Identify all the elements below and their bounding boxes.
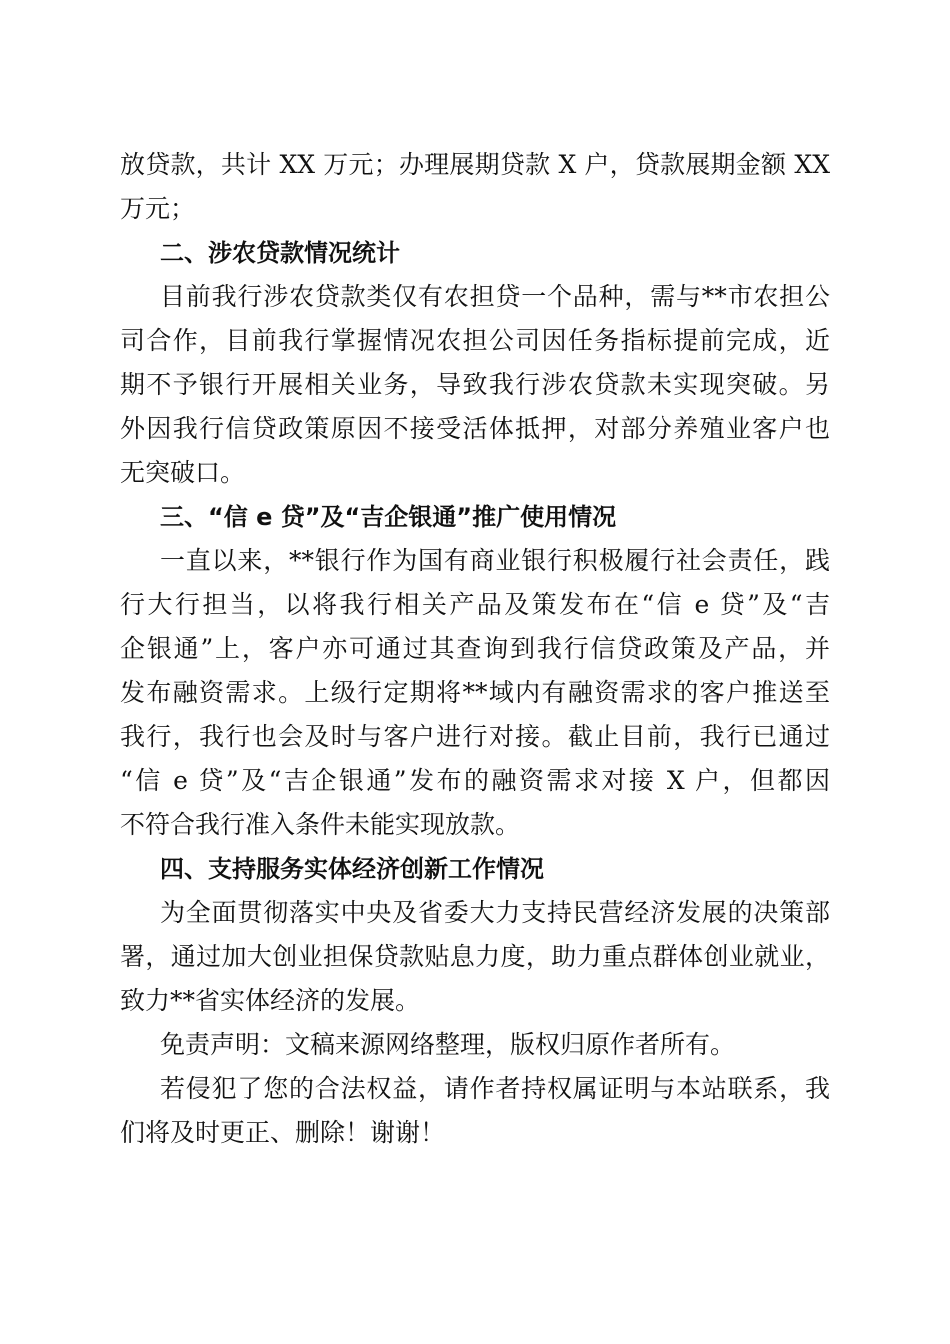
section-real-economy — [120, 847, 830, 1023]
paragraph-line: 无突破口。 — [120, 458, 246, 487]
section-agri-loans — [120, 231, 830, 495]
paragraph-line: 不符合我行准入条件未能实现放款。 — [120, 810, 521, 839]
section-heading: 二、涉农贷款情况统计 — [160, 239, 400, 267]
paragraph-line: 万元； — [120, 194, 196, 223]
paragraph-line: 我行，我行也会及时与客户进行对接。截止目前，我行已通过 — [120, 722, 830, 751]
paragraph-line: 外因我行信贷政策原因不接受活体抵押，对部分养殖业客户也 — [120, 414, 830, 443]
paragraph-line: 放贷款，共计 XX 万元；办理展期贷款 X 户，贷款展期金额 XX — [120, 150, 830, 179]
intro-paragraph — [120, 143, 830, 231]
disclaimer-line: 若侵犯了您的合法权益，请作者持权属证明与本站联系，我 — [160, 1074, 830, 1103]
disclaimer-line: 们将及时更正、删除！谢谢！ — [120, 1118, 446, 1147]
section-heading: 四、支持服务实体经济创新工作情况 — [160, 855, 544, 883]
paragraph-line: 期不予银行开展相关业务，导致我行涉农贷款未实现突破。另 — [120, 370, 830, 399]
section-promotion — [120, 495, 830, 847]
paragraph-line: 致力**省实体经济的发展。 — [120, 986, 421, 1015]
document-page — [120, 143, 830, 1155]
section-heading: 三、“信 e 贷”及“吉企银通”推广使用情况 — [160, 503, 617, 531]
paragraph-line: 行大行担当，以将我行相关产品及策发布在“信 e 贷”及“吉 — [120, 590, 830, 619]
paragraph-line: 一直以来，**银行作为国有商业银行积极履行社会责任，践 — [160, 546, 830, 575]
disclaimer-line: 免责声明：文稿来源网络整理，版权归原作者所有。 — [160, 1030, 736, 1059]
paragraph-line: 司合作，目前我行掌握情况农担公司因任务指标提前完成，近 — [120, 326, 830, 355]
paragraph-line: 发布融资需求。上级行定期将**域内有融资需求的客户推送至 — [120, 678, 830, 707]
paragraph-line: 署，通过加大创业担保贷款贴息力度，助力重点群体创业就业， — [120, 942, 830, 971]
paragraph-line: 为全面贯彻落实中央及省委大力支持民营经济发展的决策部 — [160, 898, 830, 927]
disclaimer — [120, 1023, 830, 1155]
paragraph-line: “信 e 贷”及“吉企银通”发布的融资需求对接 X 户，但都因 — [120, 766, 830, 795]
paragraph-line: 企银通”上，客户亦可通过其查询到我行信贷政策及产品，并 — [120, 634, 830, 663]
paragraph-line: 目前我行涉农贷款类仅有农担贷一个品种，需与**市农担公 — [160, 282, 830, 311]
